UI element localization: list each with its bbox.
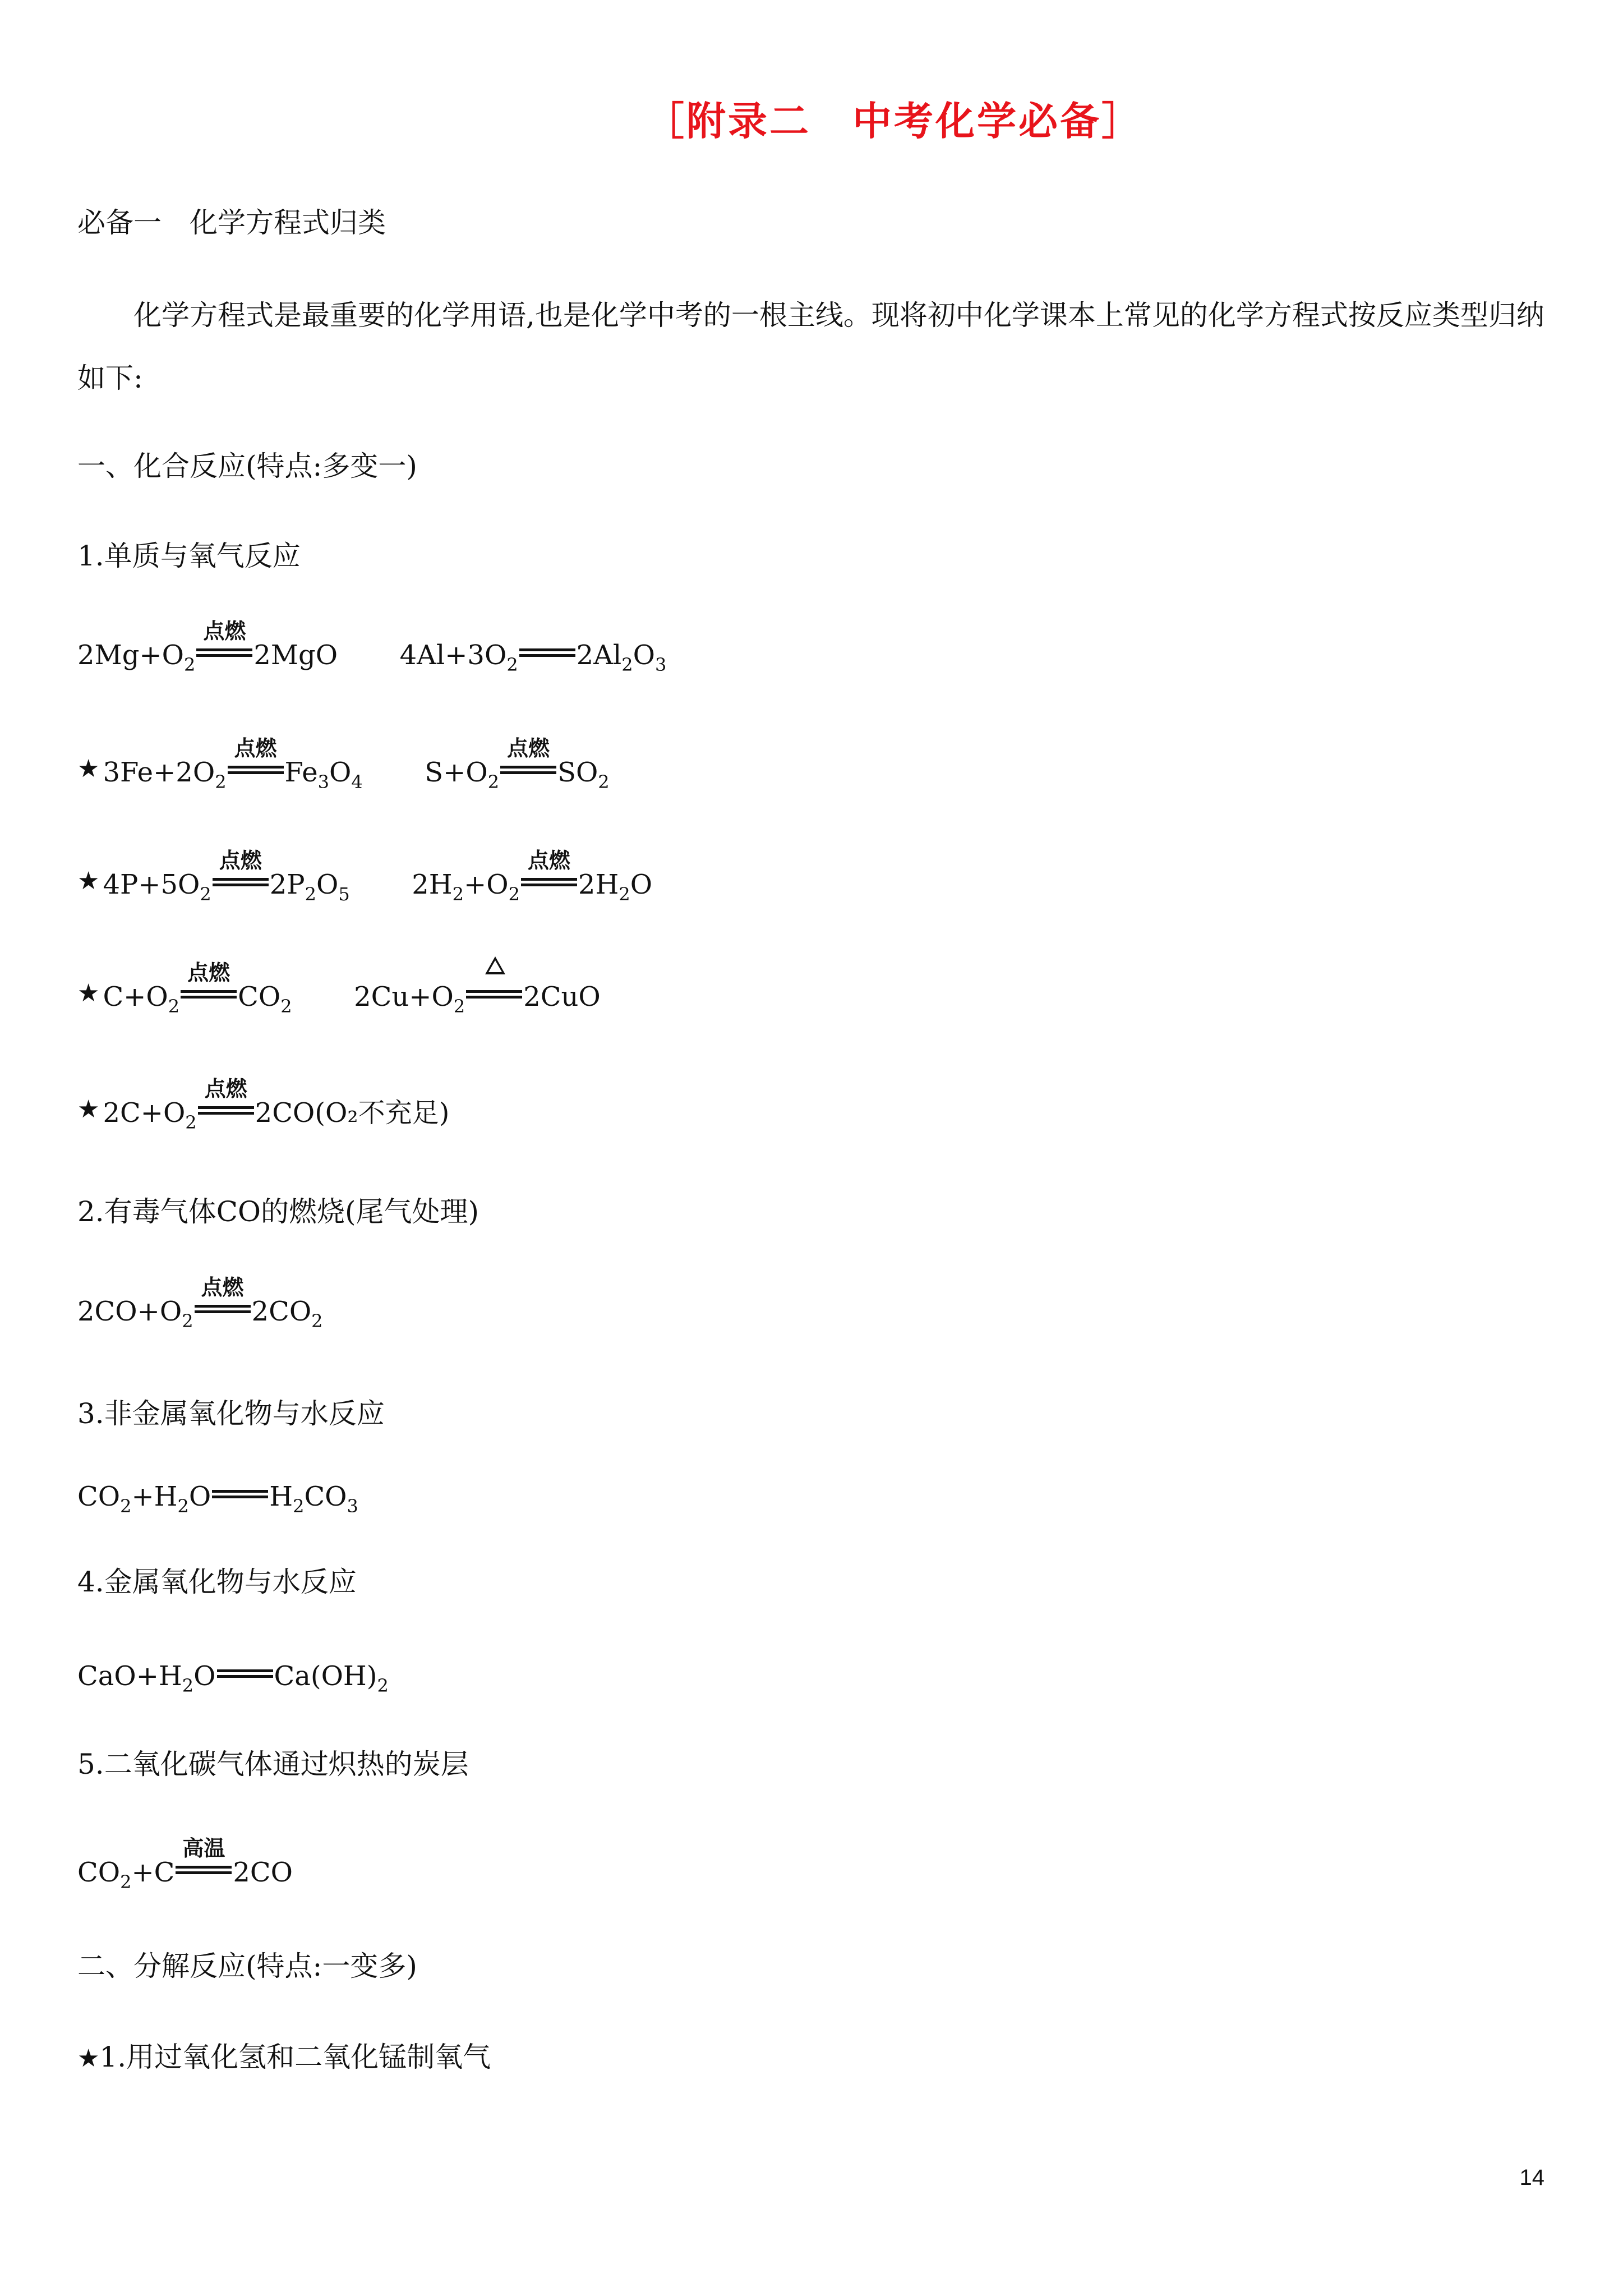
part2-item1-text: 1.用过氧化氢和二氧化锰制氧气: [99, 2041, 491, 2073]
part1-item1-heading: 1.单质与氧气反应: [77, 540, 301, 572]
part2-item1-heading: [77, 2043, 491, 2071]
eq-s-o2: $S+O_2$ 点燃 $SO_2$: [425, 736, 610, 793]
reaction-sign: 点燃: [213, 872, 269, 889]
eq-co2-h2o: $CO_2+H_2O$ $H_2CO_3$: [77, 1481, 358, 1517]
eq-co2-c: $CO_2+C$ 高温 2CO: [77, 1836, 293, 1893]
page-number: 14: [1519, 2165, 1544, 2190]
star-icon: ★: [77, 2044, 100, 2073]
eq-cao-h2o: $CaO+H_2O$ $Ca(OH)_2$: [77, 1660, 389, 1696]
part1-heading: 一、化合反应(特点:多变一): [77, 450, 417, 482]
equation-row-5: [77, 1076, 450, 1158]
eq-h2-o2: $2H_2+O_2$ 点燃 $2H_2O$: [412, 848, 653, 905]
intro-paragraph: [77, 284, 1547, 409]
reaction-sign: 点燃: [521, 872, 577, 889]
eq-al-o2: $4Al+3O_2$ $2Al_2O_3$: [399, 639, 667, 675]
reaction-sign: 点燃: [198, 1101, 254, 1117]
reaction-sign: 点燃: [500, 760, 556, 777]
part1-item5-heading: 5.二氧化碳气体通过炽热的炭层: [77, 1748, 469, 1780]
star-icon: ★: [77, 979, 100, 1007]
equation-row-1: [77, 619, 667, 707]
section-heading: 必备一 化学方程式归类: [77, 206, 386, 239]
eq-fe-o2: $3Fe+2O_2$ 点燃 $Fe_3O_4$: [103, 736, 363, 793]
star-icon: ★: [77, 867, 100, 895]
reaction-sign: 点燃: [181, 984, 237, 1001]
equation-row-3: [77, 848, 653, 934]
star-icon: ★: [77, 1095, 100, 1124]
reaction-sign-heat: [466, 984, 522, 1001]
equation-row-4: [77, 960, 601, 1046]
equation-row-2: [77, 736, 610, 822]
part1-item3-heading: 3.非金属氧化物与水反应: [77, 1397, 385, 1430]
reaction-sign: [212, 1484, 268, 1501]
star-icon: ★: [77, 754, 100, 783]
equation-row-8: [77, 1660, 389, 1728]
part2-heading: 二、分解反应(特点:一变多): [77, 1950, 417, 1982]
reaction-sign: [217, 1664, 273, 1681]
reaction-sign: 点燃: [228, 760, 284, 777]
eq-c-o2: $C+O_2$ 点燃 $CO_2$: [103, 960, 292, 1017]
equation-row-6: [77, 1275, 323, 1363]
part1-item4-heading: 4.金属氧化物与水反应: [77, 1566, 357, 1598]
part1-item2-heading: 2.有毒气体CO的燃烧(尾气处理): [77, 1195, 479, 1228]
intro-text: 化学方程式是最重要的化学用语,也是化学中考的一根主线。现将初中化学课本上常见的化学方程式按反应类型归纳如下:: [77, 299, 1544, 394]
reaction-sign: 点燃: [196, 643, 252, 660]
equation-row-7: [77, 1481, 358, 1548]
eq-co-o2: $2CO+O_2$ 点燃 $2CO_2$: [77, 1275, 323, 1332]
eq-note: (O₂不充足): [315, 1097, 450, 1129]
eq-cu-o2: $2Cu+O_2$ 2CuO: [354, 981, 601, 1013]
equation-row-9: [77, 1836, 293, 1924]
reaction-sign: 高温: [176, 1860, 232, 1877]
eq-mg-o2: $2Mg+O_2$ 点燃 2MgO: [77, 619, 338, 675]
heat-triangle-icon: [485, 956, 505, 974]
eq-p-o2: $4P+5O_2$ 点燃 $2P_2O_5$: [103, 848, 350, 905]
page-title: ［附录二 中考化学必备］: [645, 98, 1143, 144]
eq-c-o2-incomplete: $2C+O_2$ 点燃 2CO: [103, 1076, 315, 1133]
reaction-sign: [519, 643, 575, 660]
reaction-sign: 点燃: [195, 1299, 251, 1316]
